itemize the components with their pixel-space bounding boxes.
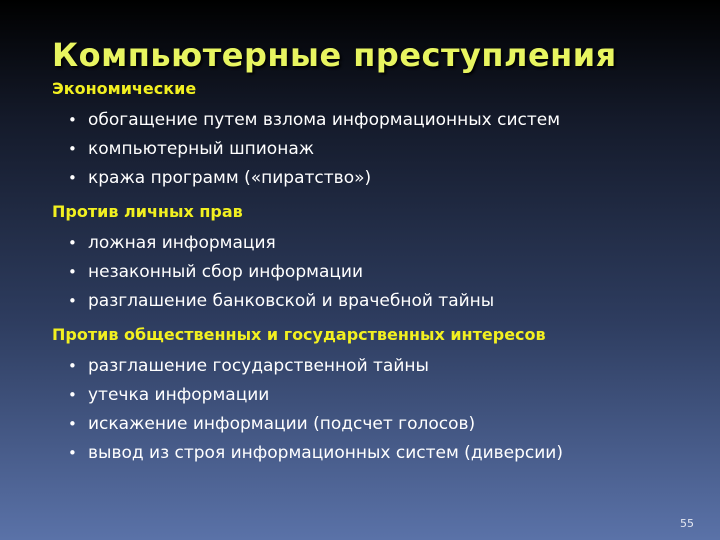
list-item-text: кража программ («пиратство»): [88, 168, 372, 188]
list-item-text: вывод из строя информационных систем (диверсии): [88, 443, 563, 463]
section-heading-public-interests: Против общественных и государственных интересов: [52, 325, 546, 344]
bullet-icon: •: [68, 415, 77, 433]
list-item: [52, 439, 712, 468]
list-item: [52, 287, 712, 316]
section-heading-economic: Экономические: [52, 79, 197, 98]
list-item: [52, 352, 712, 381]
list-item-text: незаконный сбор информации: [88, 262, 364, 282]
list-item-text: компьютерный шпионаж: [88, 139, 315, 159]
bullet-icon: •: [68, 263, 77, 281]
bullet-icon: •: [68, 169, 77, 187]
list-item: [52, 258, 712, 287]
page-number: 55: [680, 517, 694, 530]
list-item-text: ложная информация: [88, 233, 276, 253]
list-item: [52, 164, 712, 193]
list-item: [52, 410, 712, 439]
list-item-text: разглашение государственной тайны: [88, 356, 429, 376]
bullet-icon: •: [68, 386, 77, 404]
section-list-public-interests: [52, 352, 712, 468]
slide-content: [52, 78, 712, 476]
section-list-personal-rights: [52, 229, 712, 316]
list-item-text: утечка информации: [88, 385, 270, 405]
slide-title: Компьютерные преступления: [52, 36, 617, 74]
bullet-icon: •: [68, 357, 77, 375]
bullet-icon: •: [68, 234, 77, 252]
list-item: [52, 106, 712, 135]
bullet-icon: •: [68, 444, 77, 462]
bullet-icon: •: [68, 292, 77, 310]
list-item: [52, 229, 712, 258]
list-item-text: обогащение путем взлома информационных систем: [88, 110, 561, 130]
list-item-text: искажение информации (подсчет голосов): [88, 414, 476, 434]
section-list-economic: [52, 106, 712, 193]
list-item: [52, 381, 712, 410]
list-item: [52, 135, 712, 164]
list-item-text: разглашение банковской и врачебной тайны: [88, 291, 495, 311]
bullet-icon: •: [68, 111, 77, 129]
section-heading-personal-rights: Против личных прав: [52, 202, 243, 221]
bullet-icon: •: [68, 140, 77, 158]
